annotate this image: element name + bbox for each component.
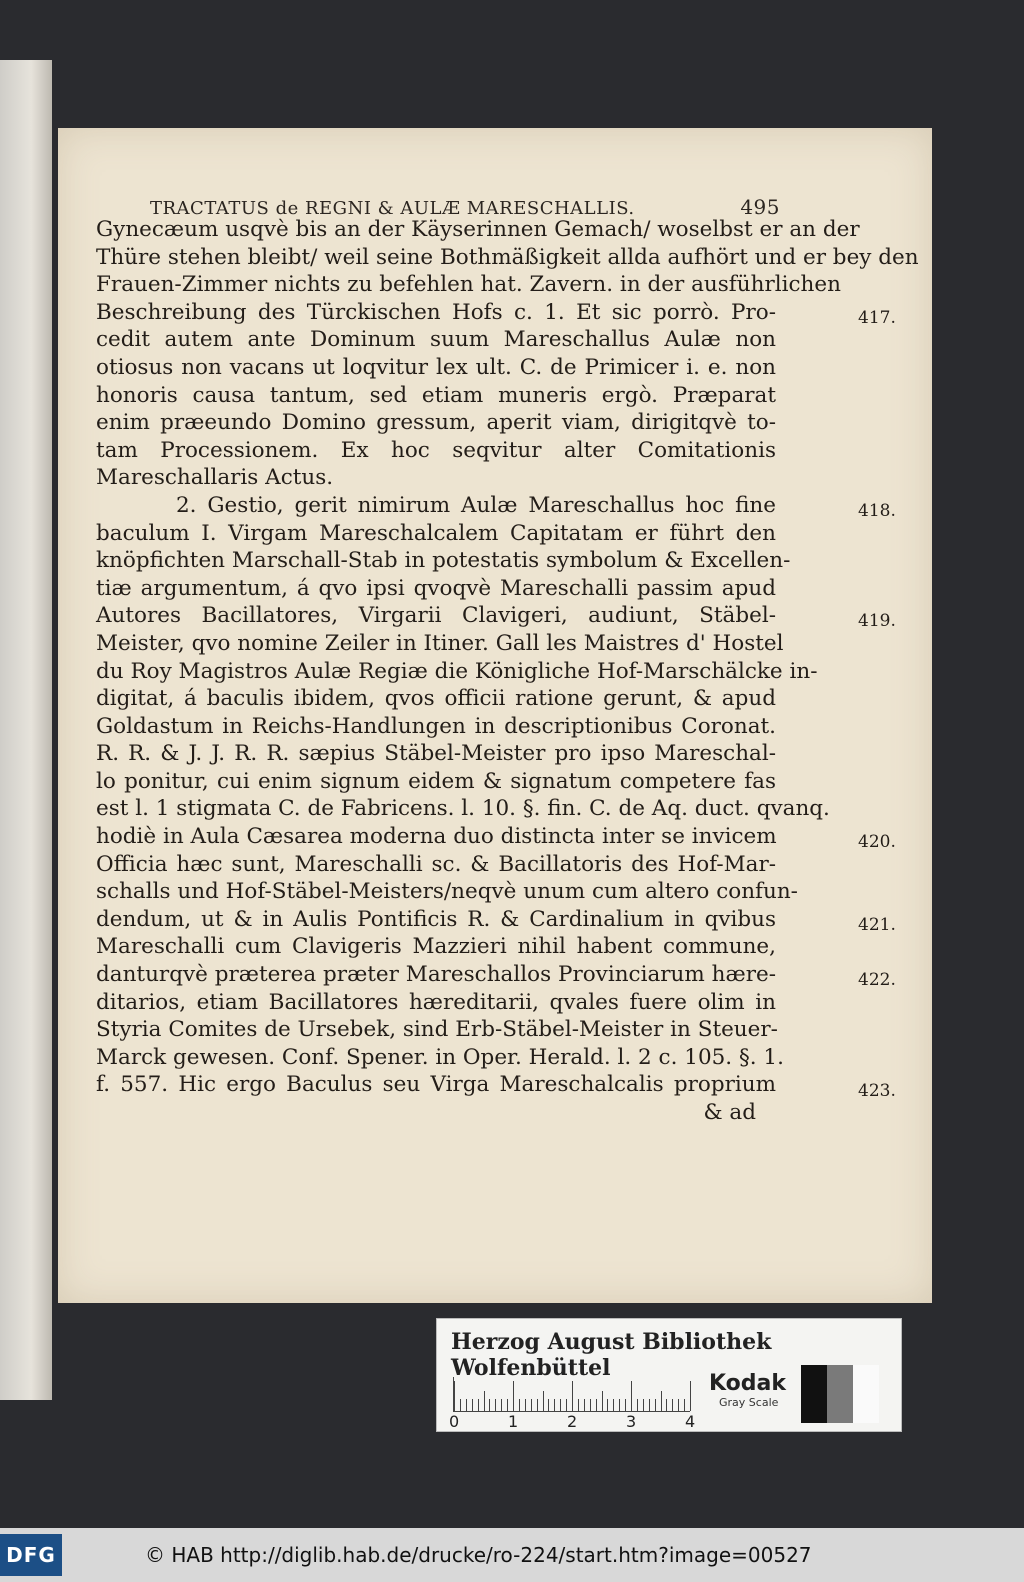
page-number: 495	[740, 195, 780, 219]
running-head-title: TRACTATUS de REGNI & AULÆ MARESCHALLIS.	[150, 198, 635, 219]
ruler-number: 0	[449, 1412, 460, 1431]
text-line: knöpfichten Marschall-Stab in potestatis symbolum & Excellen-	[96, 548, 791, 574]
ruler-tick	[560, 1399, 561, 1411]
text-line: Officia hæc sunt, Mareschalli sc. & Bacillatoris des Hof-Mar-	[96, 851, 776, 877]
text-line: Mareschalli cum Clavigeris Mazzieri nihil habent commune,	[96, 934, 776, 960]
text-line: Marck gewesen. Conf. Spener. in Oper. Herald. l. 2 c. 105. §. 1.	[96, 1044, 784, 1070]
margin-note-number: 420.	[858, 832, 896, 853]
text-line: Mareschallaris Actus.	[96, 465, 334, 491]
text-line: tam Processionem. Ex hoc seqvitur alter Comitationis	[96, 437, 776, 463]
adjacent-page-edge	[0, 60, 52, 1400]
text-line: ditarios, etiam Bacillatores hæreditarii, qvales fuere olim in	[96, 989, 776, 1015]
text-line: Meister, qvo nomine Zeiler in Itiner. Gall les Maistres d' Hostel	[96, 630, 784, 656]
text-line: est l. 1 stigmata C. de Fabricens. l. 10. §. fin. C. de Aq. duct. qvanq.	[96, 796, 830, 822]
library-color-target-label	[436, 1318, 902, 1432]
ruler-tick	[472, 1399, 473, 1411]
text-line: dendum, ut & in Aulis Pontificis R. & Cardinalium in qvibus	[96, 906, 776, 932]
margin-note-number: 418.	[858, 501, 896, 521]
ruler-number: 3	[626, 1412, 637, 1431]
library-name: Herzog August Bibliothek Wolfenbüttel	[451, 1329, 772, 1381]
text-line: hodiè in Aula Cæsarea moderna duo distincta inter se invicem	[96, 824, 777, 850]
ruler-tick	[454, 1381, 455, 1411]
text-line: schalls und Hof-Stäbel-Meisters/neqvè unum cum altero confun-	[96, 879, 798, 905]
text-line: baculum I. Virgam Mareschalcalem Capitatam er führt den	[96, 520, 776, 546]
margin-note-number: 417.	[858, 307, 896, 328]
text-line: honoris causa tantum, sed etiam muneris ergò. Præparat	[96, 382, 776, 408]
ruler-tick	[548, 1399, 549, 1411]
swatch-black	[801, 1365, 827, 1423]
copyright-link[interactable]: © HAB http://diglib.hab.de/drucke/ro-224/start.htm?image=00527	[145, 1543, 812, 1567]
ruler-tick	[655, 1399, 656, 1411]
ruler-tick	[525, 1399, 526, 1411]
ruler-tick	[613, 1399, 614, 1411]
ruler-tick	[672, 1399, 673, 1411]
ruler-tick	[661, 1391, 662, 1411]
margin-note-number: 421.	[858, 915, 896, 935]
ruler-tick	[584, 1399, 585, 1411]
ruler-tick	[537, 1399, 538, 1411]
text-line: f. 557. Hic ergo Baculus seu Virga Mareschalcalis proprium	[96, 1072, 776, 1098]
ruler-tick	[513, 1381, 514, 1411]
viewer-footer	[0, 1528, 1024, 1582]
swatch-white	[853, 1365, 879, 1423]
ruler-tick	[643, 1399, 644, 1411]
text-line: enim præeundo Domino gressum, aperit viam, dirigitqvè to-	[96, 410, 776, 436]
text-line: otiosus non vacans ut loqvitur lex ult. C. de Primicer i. e. non	[96, 354, 776, 380]
ruler-number: 2	[567, 1412, 578, 1431]
page-body-text	[96, 216, 919, 1127]
ruler-tick	[489, 1399, 490, 1411]
text-line: R. R. & J. J. R. R. sæpius Stäbel-Meister pro ipso Mareschal-	[96, 741, 776, 767]
text-line: danturqvè præterea præter Mareschallos Provinciarum hære-	[96, 962, 776, 988]
ruler-tick	[484, 1391, 485, 1411]
text-line: cedit autem ante Dominum suum Mareschallus Aulæ non	[96, 327, 776, 353]
text-line: lo ponitur, cui enim signum eidem & signatum competere fas	[96, 768, 776, 794]
kodak-subtitle: Gray Scale	[719, 1396, 779, 1409]
text-line: digitat, á baculis ibidem, qvos officii ratione gerunt, & apud	[96, 686, 776, 712]
margin-note-number: 423.	[858, 1080, 896, 1101]
gray-scale-swatches	[801, 1365, 879, 1423]
text-line: Goldastum in Reichs-Handlungen in descriptionibus Coronat.	[96, 713, 776, 739]
ruler-tick	[619, 1399, 620, 1411]
ruler-tick	[607, 1399, 608, 1411]
dfg-logo: DFG	[0, 1534, 62, 1576]
ruler-tick	[554, 1399, 555, 1411]
kodak-logo	[709, 1371, 786, 1409]
text-line: Beschreibung des Türckischen Hofs c. 1. Et sic porrò. Pro-	[96, 299, 776, 325]
ruler-number: 1	[508, 1412, 519, 1431]
ruler-tick	[507, 1399, 508, 1411]
text-line: tiæ argumentum, á qvo ipsi qvoqvè Mareschalli passim apud	[96, 575, 776, 601]
ruler-tick	[637, 1399, 638, 1411]
ruler-tick	[631, 1381, 632, 1411]
ruler-tick	[690, 1381, 691, 1411]
ruler-tick	[501, 1399, 502, 1411]
text-line: Autores Bacillatores, Virgarii Clavigeri, audiunt, Stäbel-	[96, 603, 776, 629]
ruler-tick	[596, 1399, 597, 1411]
ruler-tick	[519, 1399, 520, 1411]
text-line: 2. Gestio, gerit nimirum Aulæ Mareschallus hoc fine	[176, 492, 776, 518]
ruler-tick	[578, 1399, 579, 1411]
text-line: Thüre stehen bleibt/ weil seine Bothmäßigkeit allda aufhört und er bey den	[96, 244, 919, 270]
ruler-tick	[466, 1399, 467, 1411]
ruler-tick	[666, 1399, 667, 1411]
ruler-tick	[572, 1381, 573, 1411]
text-line: Frauen-Zimmer nichts zu befehlen hat. Zavern. in der ausführlichen	[96, 272, 841, 298]
swatch-gray	[827, 1365, 853, 1423]
ruler-tick	[649, 1399, 650, 1411]
text-line: Gynecæum usqvè bis an der Käyserinnen Gemach/ woselbst er an der	[96, 217, 860, 242]
ruler-tick	[495, 1399, 496, 1411]
ruler-tick	[625, 1399, 626, 1411]
kodak-brand: Kodak	[709, 1371, 786, 1396]
text-line: Styria Comites de Ursebek, sind Erb-Stäbel-Meister in Steuer-	[96, 1017, 778, 1043]
ruler-tick	[531, 1399, 532, 1411]
ruler-tick	[602, 1391, 603, 1411]
ruler-tick	[566, 1399, 567, 1411]
ruler-tick	[684, 1399, 685, 1411]
ruler-tick	[478, 1399, 479, 1411]
ruler-tick	[590, 1399, 591, 1411]
text-line: & ad	[703, 1100, 756, 1125]
margin-note-number: 419.	[858, 611, 896, 632]
ruler-tick	[543, 1391, 544, 1411]
ruler-scale	[453, 1377, 690, 1412]
ruler-number: 4	[685, 1412, 696, 1431]
ruler-tick	[678, 1399, 679, 1411]
margin-note-number: 422.	[858, 970, 896, 991]
ruler-tick	[460, 1399, 461, 1411]
text-line: du Roy Magistros Aulæ Regiæ die Königliche Hof-Marschälcke in-	[96, 658, 818, 684]
